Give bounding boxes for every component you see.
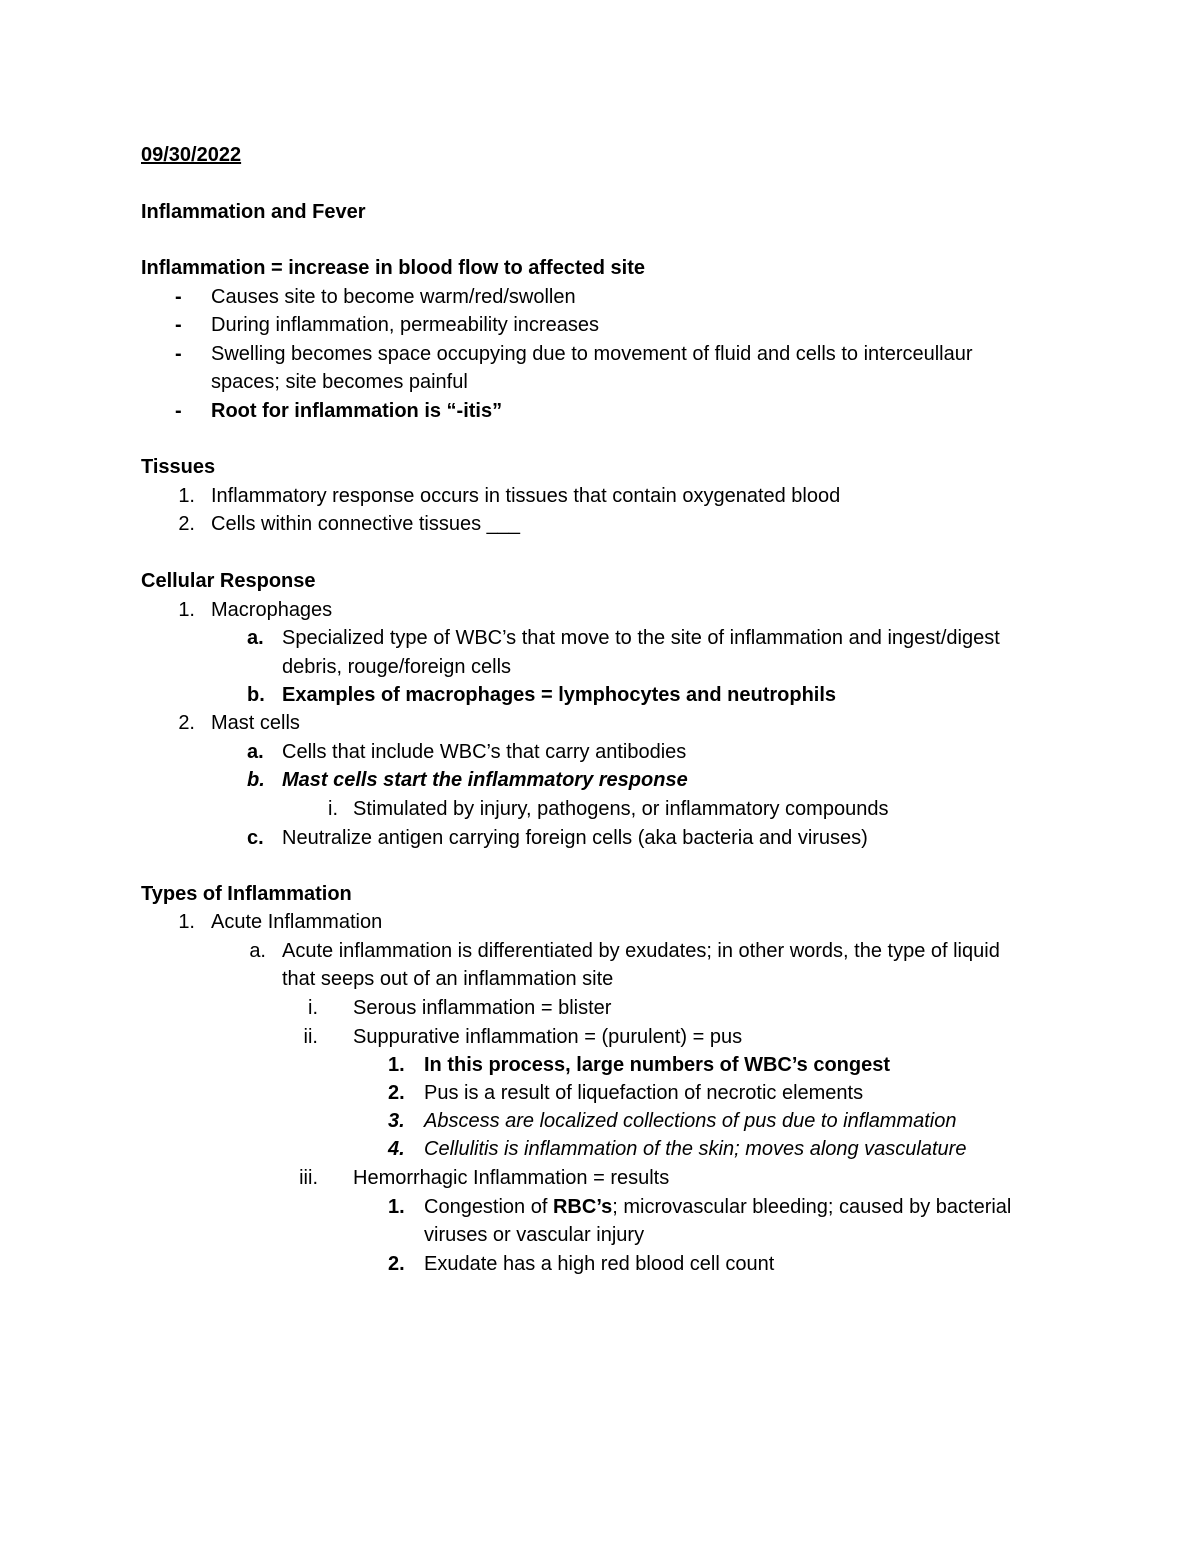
list-item: Pus is a result of liquefaction of necrotic elements <box>424 1082 864 1104</box>
list-item: Inflammatory response occurs in tissues that contain oxygenated blood <box>211 485 841 507</box>
list-item: Acute inflammation is differentiated by exudates; in other words, the type of liquid <box>282 940 1000 962</box>
list-item: Serous inflammation = blister <box>353 997 612 1019</box>
list-item: Suppurative inflammation = (purulent) = pus <box>353 1026 743 1048</box>
list-item: Swelling becomes space occupying due to movement of fluid and cells to interceullaur <box>211 343 973 365</box>
list-marker: c. <box>247 827 264 849</box>
list-marker: 2. <box>388 1253 405 1275</box>
list-marker: 1. <box>178 485 195 507</box>
list-marker: 1. <box>388 1054 405 1076</box>
list-item: Abscess are localized collections of pus due to inflammation <box>424 1110 957 1132</box>
bullet-marker: - <box>175 286 182 308</box>
bullet-marker: - <box>175 400 182 422</box>
list-marker: 1. <box>178 599 195 621</box>
list-item: Neutralize antigen carrying foreign cells (aka bacteria and viruses) <box>282 827 868 849</box>
list-item: Hemorrhagic Inflammation = results <box>353 1167 670 1189</box>
list-marker: b. <box>247 769 265 791</box>
list-item: In this process, large numbers of WBC’s congest <box>424 1054 891 1076</box>
list-item-continuation: spaces; site becomes painful <box>211 371 468 393</box>
list-item: Exudate has a high red blood cell count <box>424 1253 775 1275</box>
list-item-continuation: that seeps out of an inflammation site <box>282 968 614 990</box>
text-run: Congestion of <box>424 1196 553 1218</box>
list-item: Cells that include WBC’s that carry antibodies <box>282 741 687 763</box>
text-run: ; microvascular bleeding; caused by bacterial <box>612 1196 1012 1218</box>
section-heading-tissues: Tissues <box>141 456 216 478</box>
list-marker: i. <box>308 997 318 1019</box>
list-item: Cellulitis is inflammation of the skin; moves along vasculature <box>424 1138 967 1160</box>
list-marker: 1. <box>178 911 195 933</box>
list-item: Stimulated by injury, pathogens, or inflammatory compounds <box>353 798 889 820</box>
list-marker: 4. <box>388 1138 405 1160</box>
list-item: Macrophages <box>211 599 333 621</box>
list-marker: iii. <box>299 1167 318 1189</box>
list-marker: i. <box>328 798 338 820</box>
section-heading-types-of-inflammation: Types of Inflammation <box>141 883 352 905</box>
list-item: Acute Inflammation <box>211 911 383 933</box>
list-item: Mast cells <box>211 712 300 734</box>
list-item: Cells within connective tissues ___ <box>211 513 521 535</box>
section-heading-cellular-response: Cellular Response <box>141 570 316 592</box>
list-item <box>424 1195 1011 1219</box>
list-marker: ii. <box>303 1026 318 1048</box>
list-marker: a. <box>249 940 266 962</box>
list-item: Root for inflammation is “-itis” <box>211 400 503 422</box>
list-marker: 1. <box>388 1196 405 1218</box>
list-item: Examples of macrophages = lymphocytes and neutrophils <box>282 684 837 706</box>
bullet-marker: - <box>175 343 182 365</box>
date: 09/30/2022 <box>141 144 242 166</box>
list-marker: a. <box>247 627 264 649</box>
list-item: Causes site to become warm/red/swollen <box>211 286 576 308</box>
list-marker: b. <box>247 684 265 706</box>
list-marker: 3. <box>388 1110 405 1132</box>
list-marker: a. <box>247 741 264 763</box>
list-item: Specialized type of WBC’s that move to the site of inflammation and ingest/digest <box>282 627 1000 649</box>
list-item: During inflammation, permeability increases <box>211 314 599 336</box>
list-item-continuation: debris, rouge/foreign cells <box>282 656 512 678</box>
page-title: Inflammation and Fever <box>141 201 366 223</box>
list-marker: 2. <box>178 712 195 734</box>
bullet-marker: - <box>175 314 182 336</box>
text-run-bold: RBC’s <box>552 1196 613 1218</box>
list-marker: 2. <box>388 1082 405 1104</box>
section-heading-inflammation: Inflammation = increase in blood flow to affected site <box>141 257 645 279</box>
list-item-continuation: viruses or vascular injury <box>424 1224 645 1246</box>
list-item: Mast cells start the inflammatory response <box>282 769 688 791</box>
list-marker: 2. <box>178 513 195 535</box>
